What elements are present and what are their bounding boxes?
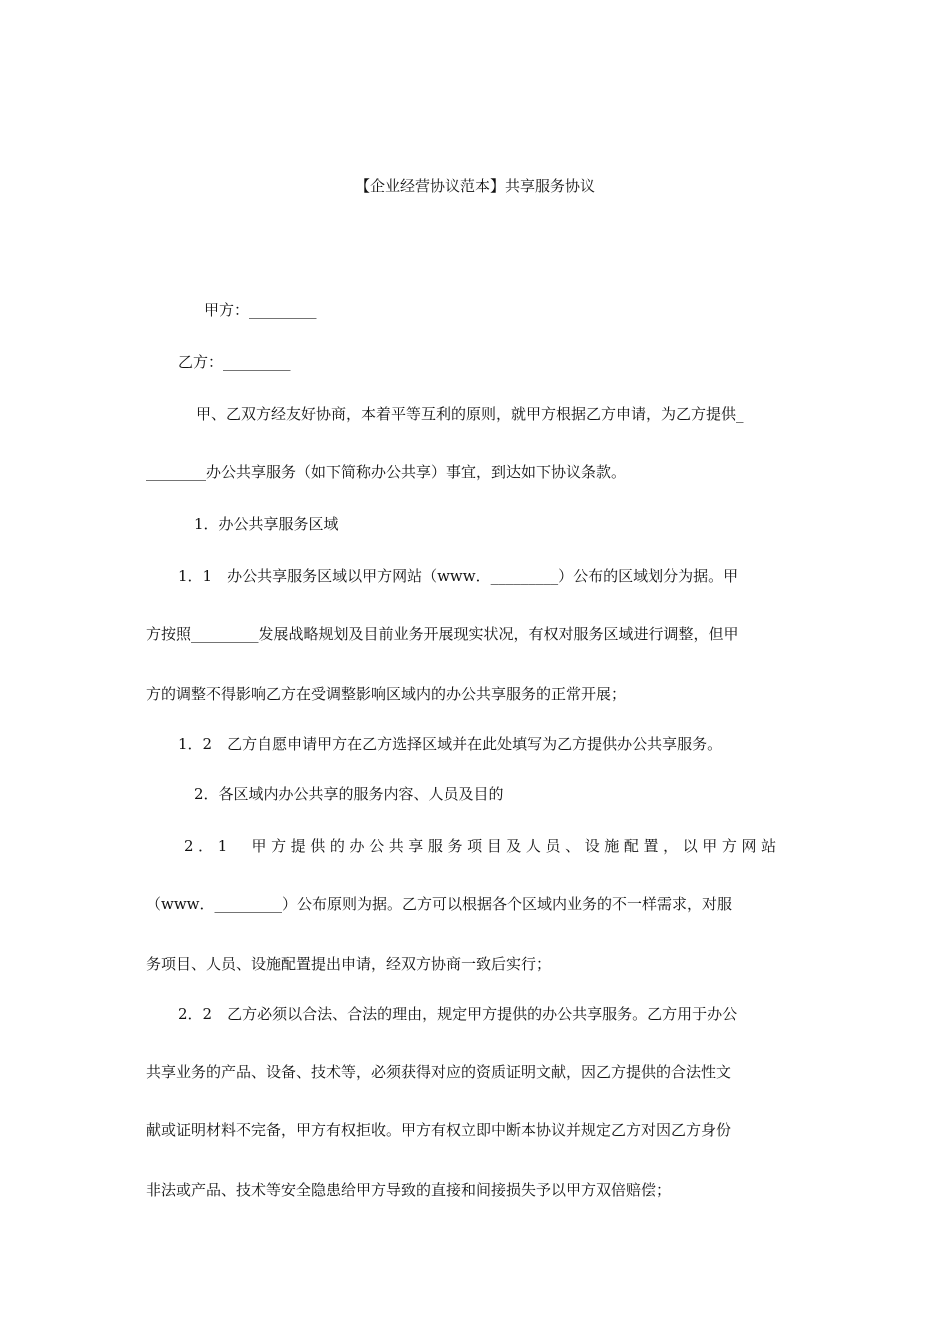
document-title: 【企业经营协议范本】共享服务协议 xyxy=(354,177,595,195)
intro-line-2: ________办公共享服务（如下简称办公共享）事宜，到达如下协议条款。 xyxy=(146,463,627,481)
clause-2-2-line-4: 非法或产品、技术等安全隐患给甲方导致的直接和间接损失予以甲方双倍赔偿； xyxy=(146,1181,672,1199)
clause-2-2-line-1: 2．2 乙方必须以合法、合法的理由，规定甲方提供的办公共享服务。乙方用于办公 xyxy=(178,1005,738,1023)
clause-1-2: 1．2 乙方自愿申请甲方在乙方选择区域并在此处填写为乙方提供办公共享服务。 xyxy=(178,735,723,753)
clause-2-1-line-3: 务项目、人员、设施配置提出申请，经双方协商一致后实行； xyxy=(146,955,552,973)
clause-1-1-line-1: 1．1 办公共享服务区域以甲方网站（www．_________）公布的区域划分为据。甲 xyxy=(178,567,739,585)
clause-1-1-line-2: 方按照_________发展战略规划及目前业务开展现实状况，有权对服务区域进行调整，但甲 xyxy=(146,625,739,643)
clause-2-1-line-1: 2．1 甲方提供的办公共享服务项目及人员、设施配置，以甲方网站 xyxy=(184,837,781,855)
party-a-line: 甲方：_________ xyxy=(204,301,317,319)
clause-2-2-line-3: 献或证明材料不完备，甲方有权拒收。甲方有权立即中断本协议并规定乙方对因乙方身份 xyxy=(146,1121,732,1139)
section-2-heading: 2．各区域内办公共享的服务内容、人员及目的 xyxy=(194,785,504,803)
party-b-line: 乙方：_________ xyxy=(178,353,291,371)
clause-1-1-line-3: 方的调整不得影响乙方在受调整影响区域内的办公共享服务的正常开展； xyxy=(146,685,627,703)
clause-2-2-line-2: 共享业务的产品、设备、技术等，必须获得对应的资质证明文献，因乙方提供的合法性文 xyxy=(146,1063,732,1081)
section-1-heading: 1．办公共享服务区域 xyxy=(194,515,339,533)
clause-2-1-line-2: （www．_________）公布原则为据。乙方可以根据各个区域内业务的不一样需求，对服 xyxy=(146,895,733,913)
intro-line-1: 甲、乙双方经友好协商，本着平等互利的原则，就甲方根据乙方申请，为乙方提供_ xyxy=(196,405,744,423)
